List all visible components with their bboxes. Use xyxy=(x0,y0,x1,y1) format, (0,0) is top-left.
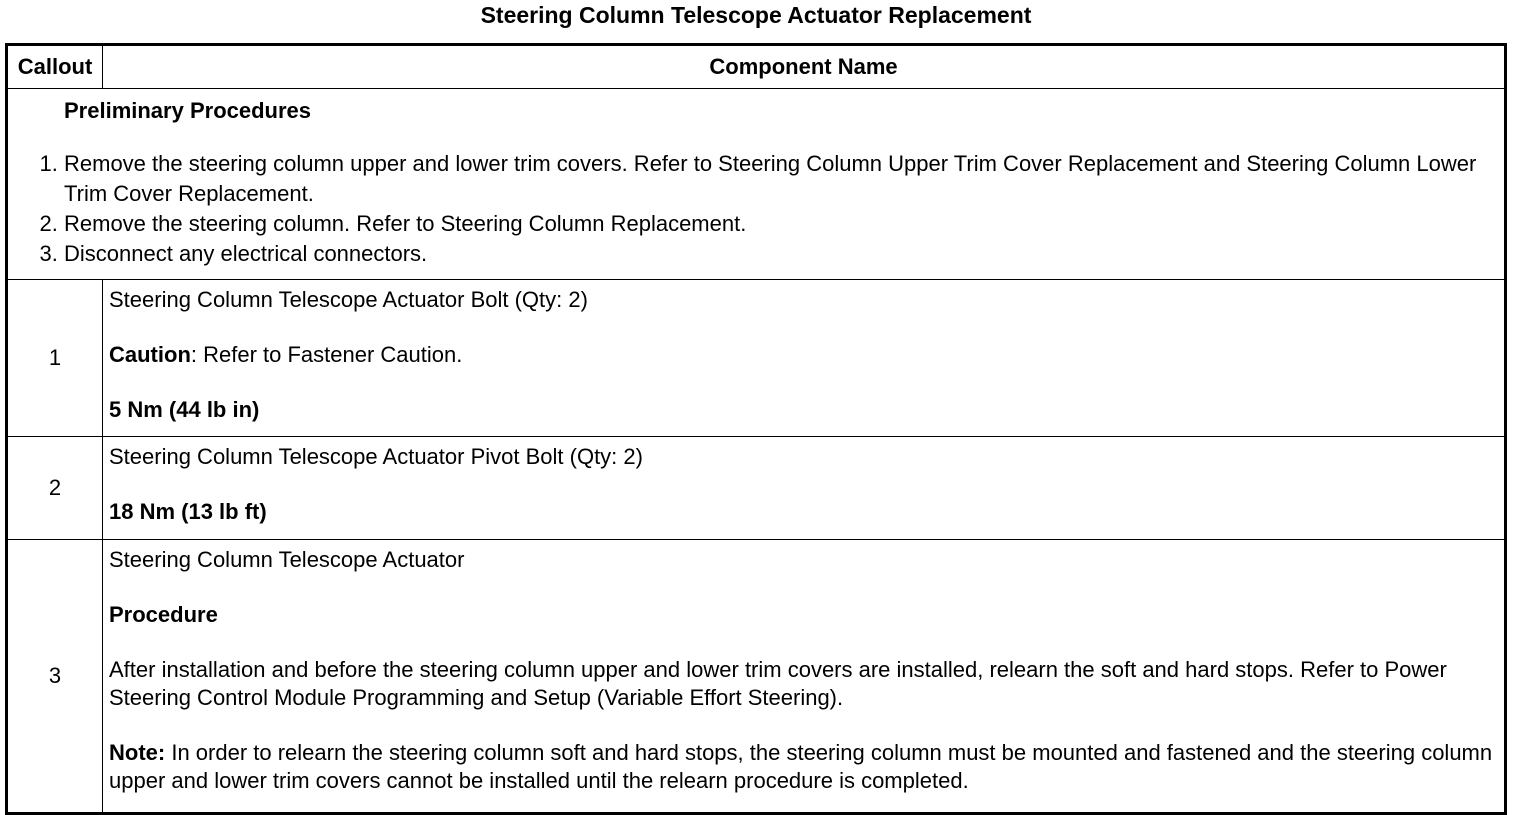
callout-number: 1 xyxy=(7,280,103,437)
caution-label: Caution xyxy=(109,342,191,367)
callout-number: 3 xyxy=(7,540,103,814)
component-table xyxy=(5,43,1507,815)
note-text: In order to relearn the steering column soft and hard stops, the steering column must be mounted and fastened and the steering column upper and lower trim covers cannot be installed until the relearn procedure is completed. xyxy=(109,740,1493,793)
preliminary-heading: Preliminary Procedures xyxy=(64,98,312,123)
torque-spec: 5 Nm (44 lb in) xyxy=(109,397,260,422)
procedure-text: After installation and before the steering column upper and lower trim covers are installed, relearn the soft and hard stops. Refer to Power Steering Control Module Programming and Setup (Variable Effort Steering). xyxy=(109,657,1447,710)
component-name: Steering Column Telescope Actuator Pivot Bolt (Qty: 2) xyxy=(109,444,643,469)
component-cell xyxy=(103,280,1506,437)
caution-text: : Refer to Fastener Caution. xyxy=(190,342,463,367)
preliminary-step: 2. Remove the steering column. Refer to Steering Column Replacement. xyxy=(64,209,1496,239)
procedure-label: Procedure xyxy=(109,602,218,627)
header-component-name: Component Name xyxy=(103,45,1506,89)
table-row xyxy=(7,437,1506,540)
component-cell xyxy=(103,437,1506,540)
component-name: Steering Column Telescope Actuator xyxy=(109,547,465,572)
table-header-row xyxy=(7,45,1506,89)
table-row xyxy=(7,280,1506,437)
document-title: Steering Column Telescope Actuator Replacement xyxy=(480,2,1032,28)
component-cell xyxy=(103,540,1506,814)
preliminary-steps xyxy=(28,149,1496,269)
callout-number: 2 xyxy=(7,437,103,540)
torque-spec: 18 Nm (13 lb ft) xyxy=(109,499,267,524)
table-row xyxy=(7,540,1506,814)
component-name: Steering Column Telescope Actuator Bolt (Qty: 2) xyxy=(109,287,588,312)
preliminary-row xyxy=(7,89,1506,280)
preliminary-step: 1. Remove the steering column upper and lower trim covers. Refer to Steering Column Upper Trim Cover Replacement and Steering Column Lower Trim Cover Replacement. xyxy=(64,149,1496,209)
caution-line xyxy=(109,341,1498,369)
preliminary-step: 3. Disconnect any electrical connectors. xyxy=(64,239,1496,269)
preliminary-cell xyxy=(7,89,1506,280)
header-callout: Callout xyxy=(7,45,103,89)
note-label: Note: xyxy=(109,740,166,765)
note-line xyxy=(109,739,1498,795)
